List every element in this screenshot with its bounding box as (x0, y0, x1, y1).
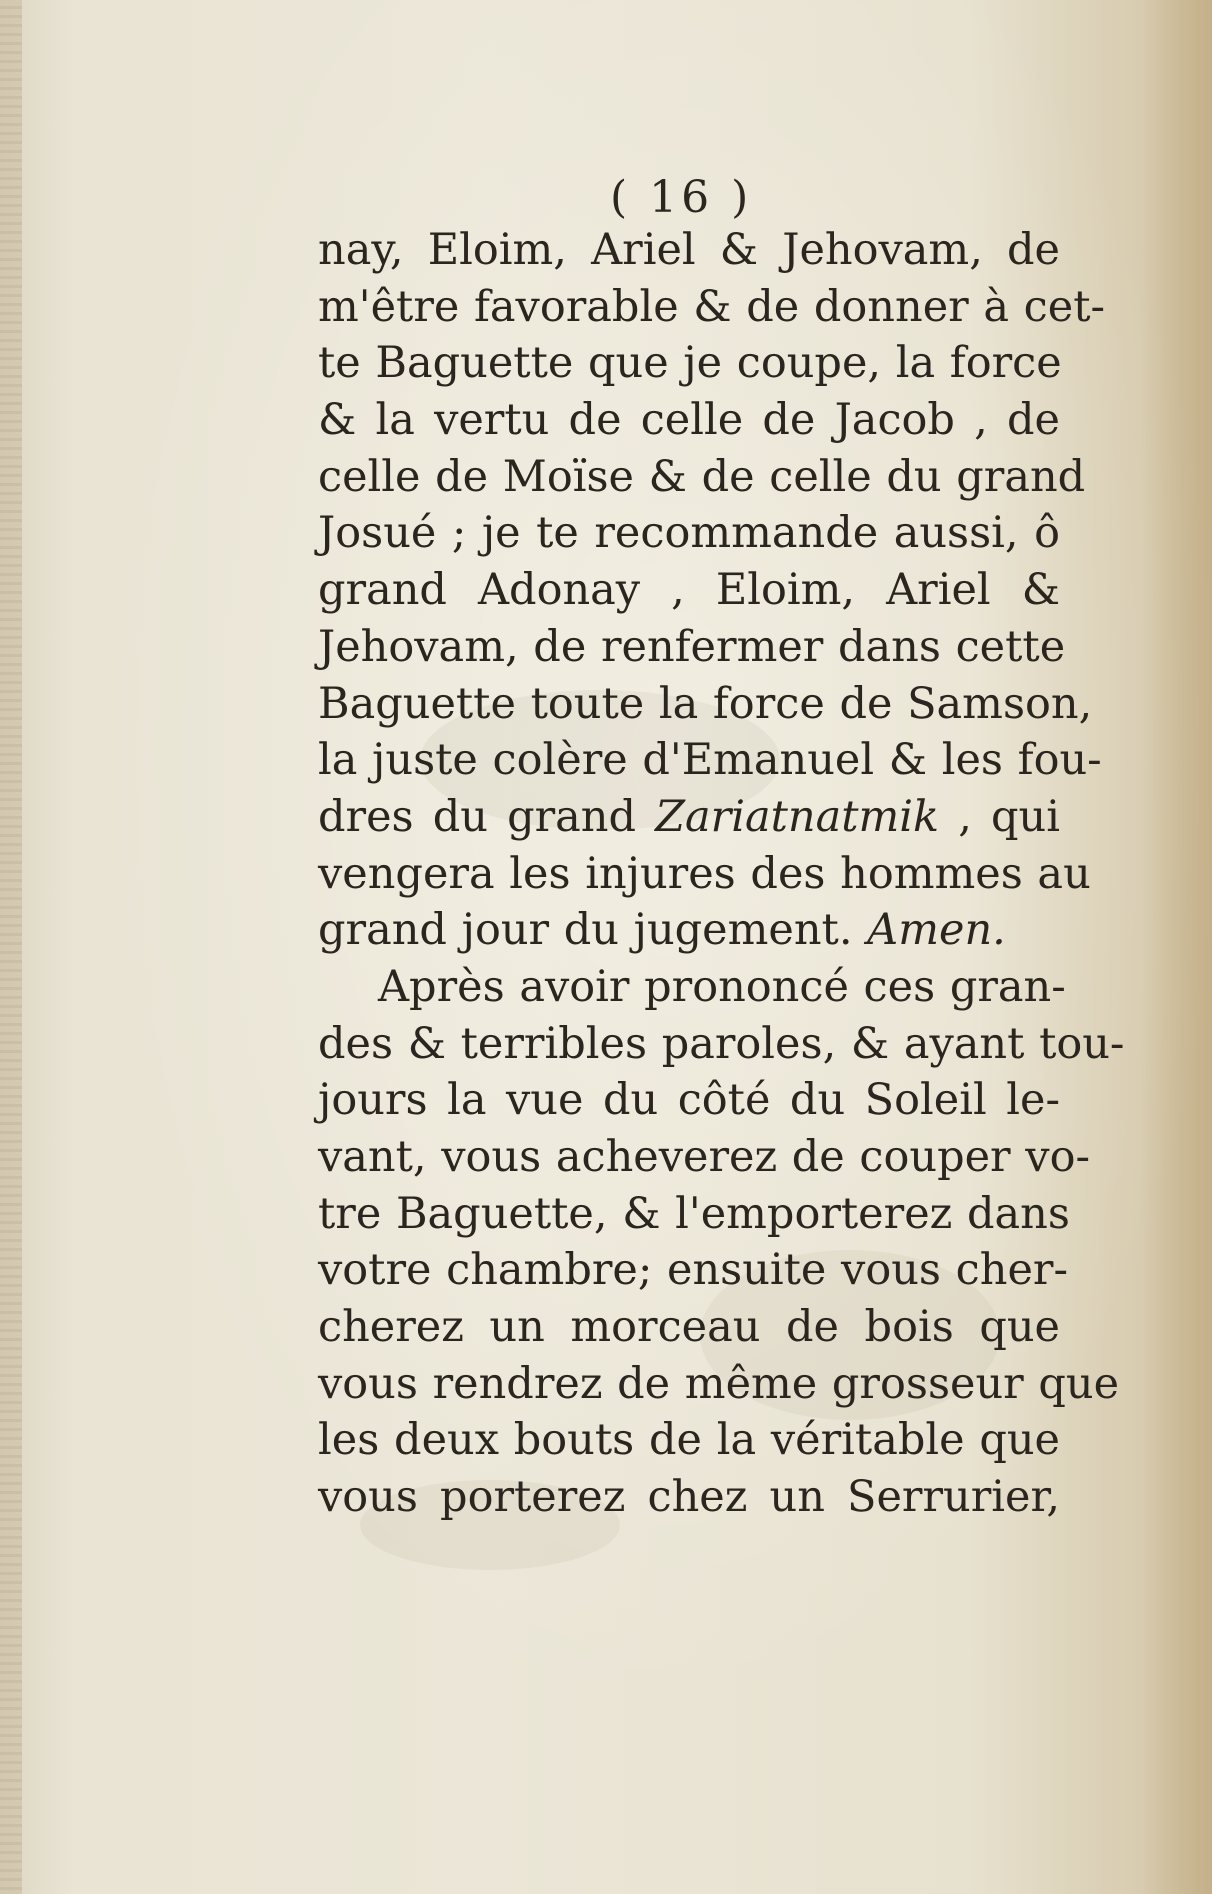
text-line (318, 959, 1066, 1016)
line-text: & la vertu de celle de Jacob , de (318, 395, 1060, 446)
binding-edge (0, 0, 22, 1894)
text-line (318, 789, 1060, 846)
page-edge-shadow (1142, 0, 1212, 1894)
line-text: Après avoir prononcé ces gran- (378, 961, 1066, 1012)
text-line (318, 676, 1093, 733)
text-line (318, 392, 1060, 449)
text-line (318, 1299, 1060, 1356)
line-text: jours la vue du côté du Soleil le- (318, 1075, 1060, 1126)
text-line (318, 1356, 1120, 1413)
line-text: Baguette toute la force de Samson, (318, 678, 1093, 729)
line-text: te Baguette que je coupe, la force (318, 338, 1062, 389)
text-line (318, 505, 1060, 562)
line-text: cherez un morceau de bois que (318, 1302, 1060, 1353)
text-line (318, 1412, 1060, 1469)
text-line (318, 335, 1060, 392)
line-text: Jehovam, de renfermer dans cette (318, 621, 1066, 672)
text-line (318, 1186, 1070, 1243)
line-text: les deux bouts de la véritable que (318, 1415, 1060, 1466)
line-text: des & terribles paroles, & ayant tou- (318, 1018, 1125, 1069)
line-text: vant, vous acheverez de couper vo- (318, 1132, 1090, 1182)
italic-text: Zariatnatmik (655, 791, 940, 842)
text-line (318, 562, 1060, 619)
line-text: grand jour du jugement. (318, 905, 868, 956)
line-text: tre Baguette, & l'emporterez dans (318, 1188, 1070, 1239)
line-text: celle de Moïse & de celle du grand (318, 451, 1086, 502)
text-line (318, 1469, 1060, 1526)
text-line (318, 1242, 1068, 1299)
line-text: Josué ; je te recommande aussi, ô (318, 508, 1060, 559)
line-text: votre chambre; ensuite vous cher- (318, 1245, 1068, 1296)
text-line (318, 1072, 1060, 1129)
line-text: nay, Eloim, Ariel & Jehovam, de (318, 225, 1060, 275)
line-text: vous porterez chez un Serrurier, (318, 1472, 1060, 1523)
text-line (318, 1129, 1090, 1186)
page-body-text (318, 222, 1125, 1526)
line-text: la juste colère d'Emanuel & les fou- (318, 735, 1102, 786)
text-line (318, 619, 1066, 676)
line-text: , qui (939, 791, 1060, 842)
text-line (318, 279, 1106, 336)
line-text: grand Adonay , Eloim, Ariel & (318, 565, 1060, 616)
line-text: m'être favorable & de donner à cet- (318, 281, 1106, 332)
text-line (318, 732, 1102, 789)
text-line (318, 222, 1060, 279)
line-text: vous rendrez de même grosseur que (318, 1358, 1120, 1409)
line-text: vengera les injures des hommes au (318, 848, 1091, 899)
text-line (318, 902, 1060, 959)
page-number: ( 16 ) (610, 172, 753, 223)
text-line (318, 846, 1091, 903)
text-line (318, 449, 1086, 506)
text-line (318, 1016, 1125, 1073)
line-text: dres du grand (318, 791, 656, 842)
italic-text: Amen. (867, 905, 1006, 956)
